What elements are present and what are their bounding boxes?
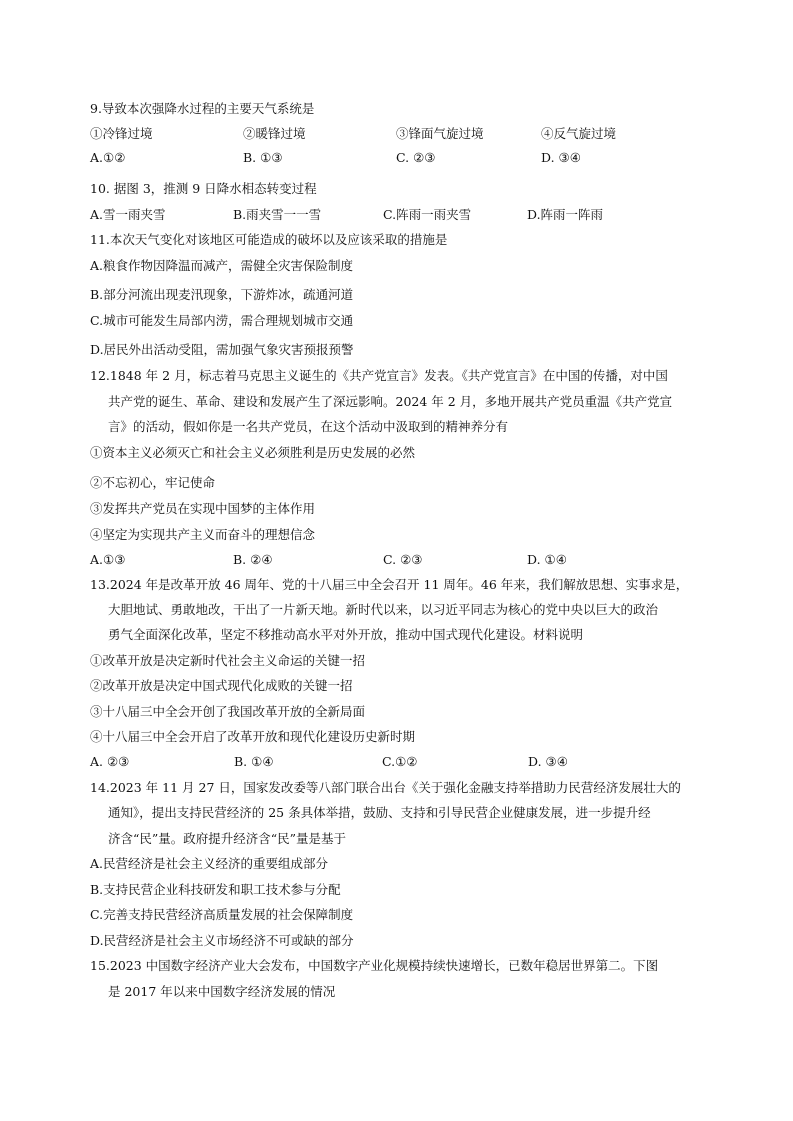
q10-option-d: D.阵雨一阵雨 [527, 207, 604, 222]
q11-option-a: A.粮食作物因降温而减产，需健全灾害保险制度 [90, 258, 354, 273]
q13-option-d: D. ③④ [528, 754, 568, 769]
q12-option-b: B. ②④ [233, 552, 273, 567]
q12-stem-line-1: 12.1848 年 2 月，标志着马克思主义诞生的《共产党宣言》发表。《共产党宣言》在中国的传播，对中国 [90, 368, 668, 383]
q14-option-c: C.完善支持民营经济高质量发展的社会保障制度 [90, 907, 354, 922]
q9-item-3: ③锋面气旋过境 [396, 126, 484, 141]
q11-stem: 11.本次天气变化对该地区可能造成的破坏以及应该采取的措施是 [90, 232, 448, 247]
q13-option-a: A. ②③ [90, 754, 130, 769]
q13-option-c: C.①② [382, 754, 418, 769]
q12-item-3: ③发挥共产党员在实现中国梦的主体作用 [90, 501, 316, 516]
q9-stem: 9.导致本次强降水过程的主要天气系统是 [90, 101, 315, 116]
q9-option-c: C. ②③ [396, 150, 436, 165]
q12-stem-line-2: 共产党的诞生、革命、建设和发展产生了深远影响。2024 年 2 月，多地开展共产党员重温《共产党宣 [108, 394, 673, 409]
q12-option-a: A.①③ [90, 552, 126, 567]
q9-item-1: ①冷锋过境 [90, 126, 153, 141]
q11-option-c: C.城市可能发生局部内涝，需合理规划城市交通 [90, 313, 354, 328]
q13-stem-line-2: 大胆地试、勇敢地改，干出了一片新天地。新时代以来，以习近平同志为核心的党中央以巨大的政治 [108, 602, 659, 617]
q12-item-4: ④坚定为实现共产主义而奋斗的理想信念 [90, 527, 316, 542]
q11-option-d: D.居民外出活动受阻，需加强气象灾害预报预警 [90, 342, 354, 357]
q10-option-b: B.雨夹雪一一雪 [233, 207, 322, 222]
q13-option-b: B. ①④ [234, 754, 274, 769]
q12-option-c: C. ②③ [383, 552, 423, 567]
q14-stem-line-2: 通知》，提出支持民营经济的 25 条具体举措，鼓励、支持和引导民营企业健康发展，进一步提升经 [108, 805, 651, 820]
q13-item-3: ③十八届三中全会开创了我国改革开放的全新局面 [90, 704, 366, 719]
q10-stem: 10. 据图 3，推测 9 日降水相态转变过程 [90, 181, 317, 196]
q9-item-4: ④反气旋过境 [541, 126, 617, 141]
q15-stem-line-2: 是 2017 年以来中国数字经济发展的情况 [108, 984, 336, 999]
q10-option-a: A.雪一雨夹雪 [90, 207, 166, 222]
q14-stem-line-1: 14.2023 年 11 月 27 日，国家发改委等八部门联合出台《关于强化金融支持举措助力民营经济发展壮大的 [90, 780, 681, 795]
q13-stem-line-1: 13.2024 年是改革开放 46 周年、党的十八届三中全会召开 11 周年。46 年来，我们解放思想、实事求是， [90, 577, 689, 592]
q10-option-c: C.阵雨一雨夹雪 [383, 207, 472, 222]
q9-option-d: D. ③④ [541, 150, 581, 165]
q13-item-2: ②改革开放是决定中国式现代化成败的关键一招 [90, 678, 353, 693]
q9-option-a: A.①② [90, 150, 126, 165]
q12-stem-line-3: 言》的活动，假如你是一名共产党员，在这个活动中汲取到的精神养分有 [108, 419, 509, 434]
q12-item-1: ①资本主义必须灭亡和社会主义必须胜利是历史发展的必然 [90, 445, 416, 460]
q9-option-b: B. ①③ [243, 150, 283, 165]
q11-option-b: B.部分河流出现麦汛现象，下游炸冰，疏通河道 [90, 287, 354, 302]
q14-stem-line-3: 济含“民”量。政府提升经济含“民”量是基于 [108, 831, 347, 846]
q13-stem-line-3: 勇气全面深化改革，坚定不移推动高水平对外开放，推动中国式现代化建设。材料说明 [108, 627, 584, 642]
q13-item-1: ①改革开放是决定新时代社会主义命运的关键一招 [90, 653, 366, 668]
q13-item-4: ④十八届三中全会开启了改革开放和现代化建设历史新时期 [90, 729, 416, 744]
q14-option-d: D.民营经济是社会主义市场经济不可或缺的部分 [90, 933, 354, 948]
q12-option-d: D. ①④ [527, 552, 567, 567]
q12-item-2: ②不忘初心，牢记使命 [90, 475, 216, 490]
q9-item-2: ②暖锋过境 [243, 126, 306, 141]
q14-option-a: A.民营经济是社会主义经济的重要组成部分 [90, 856, 329, 871]
q14-option-b: B.支持民营企业科技研发和职工技术参与分配 [90, 882, 341, 897]
q15-stem-line-1: 15.2023 中国数字经济产业大会发布，中国数字产业化规模持续快速增长，已数年稳居世界第二。下图 [90, 958, 659, 973]
